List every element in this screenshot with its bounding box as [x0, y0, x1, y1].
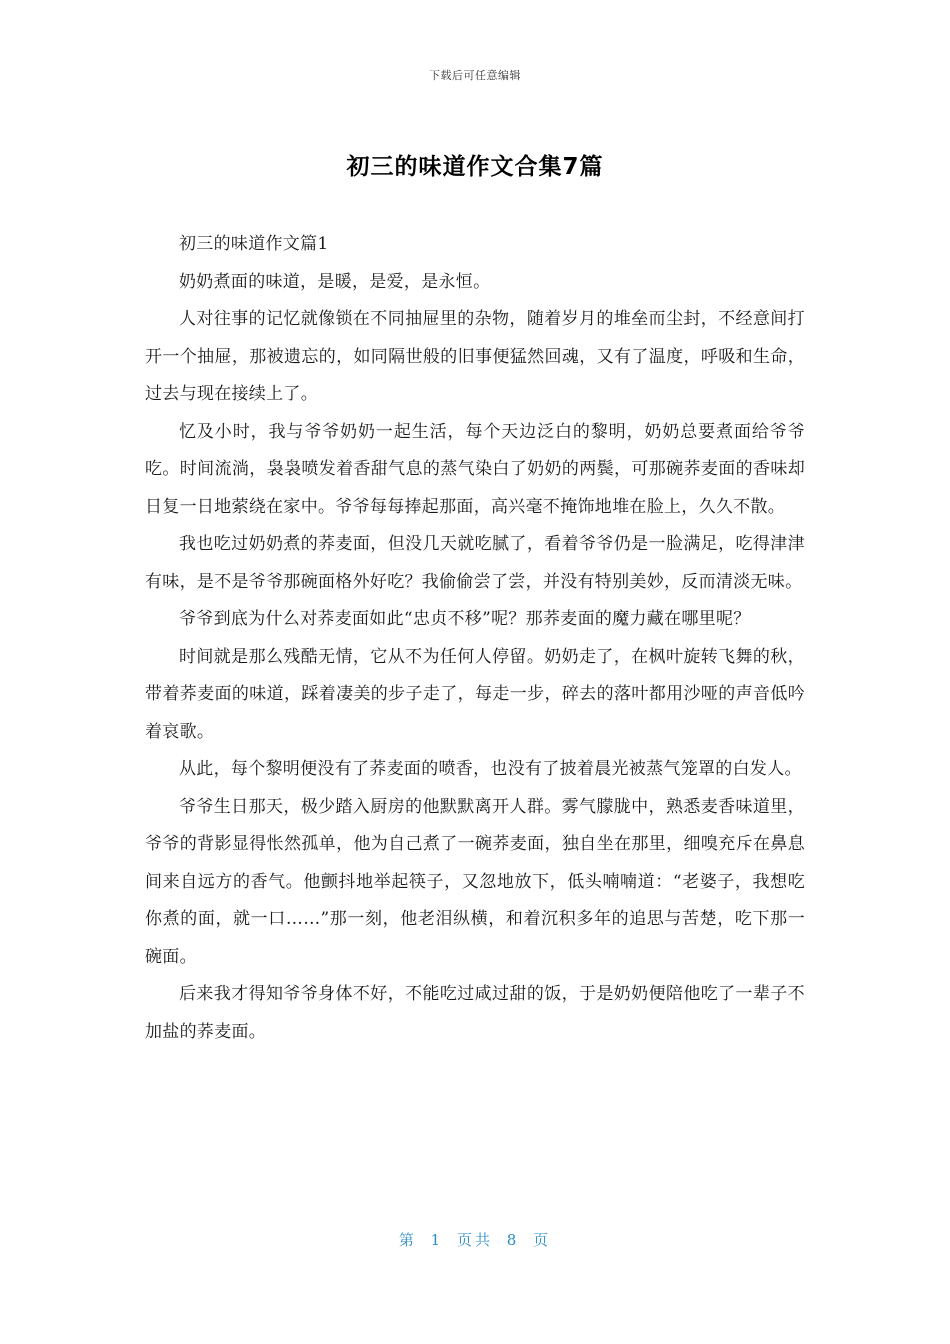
- paragraph: 从此，每个黎明便没有了荞麦面的喷香，也没有了披着晨光被蒸气笼罩的白发人。: [179, 759, 802, 779]
- paragraph: 爷爷到底为什么对荞麦面如此“忠贞不移”呢？那荞麦面的魔力藏在哪里呢？: [179, 609, 751, 629]
- paragraph: 忆及小时，我与爷爷奶奶一起生活，每个天边泛白的黎明，奶奶总要煮面给爷爷吃。时间流淌，袅袅喷发着香甜气息的蒸气染白了奶奶的两鬓，可那碗荞麦面的香味却日复一日地萦绕在家中。爷爷每每捧起那面，高兴毫不掩饰地堆在脸上，久久不散。: [145, 421, 805, 517]
- paragraph: 后来我才得知爷爷身体不好，不能吃过咸过甜的饭，于是奶奶便陪他吃了一辈子不加盐的荞麦面。: [145, 984, 805, 1042]
- paragraph: 奶奶煮面的味道，是暖，是爱，是永恒。: [179, 271, 491, 292]
- paragraph: 我也吃过奶奶煮的荞麦面，但没几天就吃腻了，看着爷爷仍是一脸满足，吃得津津有味，是不是爷爷那碗面格外好吃？我偷偷尝了尝，并没有特别美妙，反而清淡无味。: [145, 534, 805, 592]
- essay-subtitle: 初三的味道作文篇1: [179, 234, 329, 254]
- document-body: [145, 226, 805, 1051]
- page-number-footer: 第 1 页共 8 页: [398, 1231, 552, 1249]
- paragraph: 爷爷生日那天，极少踏入厨房的他默默离开人群。雾气朦胧中，熟悉麦香味道里，爷爷的背影显得怅然孤单，他为自己煮了一碗荞麦面，独自坐在那里，细嗅充斥在鼻息间来自远方的香气。他颤抖地举起筷子，又忽地放下，低头喃喃道：“老婆子，我想吃你煮的面，就一口……”那一刻，他老泪纵横，和着沉积多年的追思与苦楚，吃下那一碗面。: [145, 796, 805, 967]
- document-title: 初三的味道作文合集7篇: [346, 154, 604, 180]
- paragraph: 人对往事的记忆就像锁在不同抽屉里的杂物，随着岁月的堆垒而尘封，不经意间打开一个抽屉，那被遗忘的，如同隔世般的旧事便猛然回魂，又有了温度，呼吸和生命，过去与现在接续上了。: [145, 309, 805, 404]
- page-header-note: 下载后可任意编辑: [429, 69, 521, 82]
- paragraph: 时间就是那么残酷无情，它从不为任何人停留。奶奶走了，在枫叶旋转飞舞的秋，带着荞麦面的味道，踩着凄美的步子走了，每走一步，碎去的落叶都用沙哑的声音低吟着哀歌。: [145, 646, 805, 742]
